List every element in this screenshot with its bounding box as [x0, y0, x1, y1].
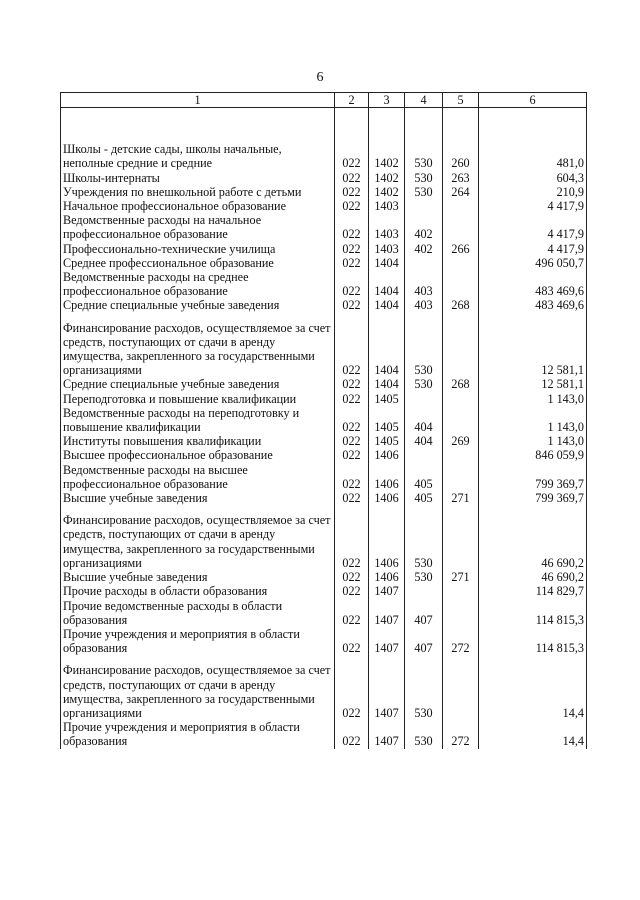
row-amount: 483 469,6 — [479, 270, 587, 298]
row-amount: 12 581,1 — [479, 313, 587, 378]
table-row — [61, 256, 587, 270]
row-code-2: 022 — [335, 270, 369, 298]
budget-table — [60, 92, 587, 749]
row-code-4: 407 — [405, 627, 443, 655]
row-amount: 4 417,9 — [479, 199, 587, 213]
row-code-2: 022 — [335, 406, 369, 434]
row-code-2: 022 — [335, 491, 369, 505]
row-amount: 46 690,2 — [479, 505, 587, 570]
table-row — [61, 406, 587, 434]
row-amount: 496 050,7 — [479, 256, 587, 270]
row-code-4: 402 — [405, 242, 443, 256]
row-code-5: 268 — [443, 377, 479, 391]
row-name: Прочие учреждения и мероприятия в области образования — [61, 720, 335, 748]
header-col-6: 6 — [479, 93, 587, 108]
table-row — [61, 599, 587, 627]
row-code-3: 1407 — [369, 599, 405, 627]
row-code-3: 1405 — [369, 406, 405, 434]
row-code-3: 1404 — [369, 377, 405, 391]
row-name: Школы - детские сады, школы начальные, неполные средние и средние — [61, 142, 335, 170]
row-code-2: 022 — [335, 599, 369, 627]
row-code-4: 405 — [405, 491, 443, 505]
row-code-3: 1403 — [369, 242, 405, 256]
row-code-2: 022 — [335, 313, 369, 378]
row-code-3: 1403 — [369, 199, 405, 213]
table-row — [61, 199, 587, 213]
table-row — [61, 185, 587, 199]
row-name: Прочие ведомственные расходы в области образования — [61, 599, 335, 627]
row-code-2: 022 — [335, 298, 369, 312]
row-code-4 — [405, 256, 443, 270]
row-code-5 — [443, 655, 479, 720]
row-code-3: 1405 — [369, 434, 405, 448]
table-row — [61, 491, 587, 505]
row-code-4: 530 — [405, 505, 443, 570]
row-code-2: 022 — [335, 213, 369, 241]
row-code-3: 1402 — [369, 171, 405, 185]
row-name: Ведомственные расходы на переподготовку и повышение квалификации — [61, 406, 335, 434]
row-code-2: 022 — [335, 171, 369, 185]
table-body — [61, 108, 587, 749]
row-code-4: 530 — [405, 185, 443, 199]
row-amount: 1 143,0 — [479, 406, 587, 434]
row-code-5 — [443, 463, 479, 491]
row-code-2: 022 — [335, 463, 369, 491]
table-row — [61, 570, 587, 584]
row-code-3: 1403 — [369, 213, 405, 241]
row-code-4: 407 — [405, 599, 443, 627]
row-code-5: 271 — [443, 491, 479, 505]
table-row — [61, 392, 587, 406]
row-code-5 — [443, 448, 479, 462]
row-code-4 — [405, 448, 443, 462]
row-code-5 — [443, 313, 479, 378]
row-amount: 799 369,7 — [479, 463, 587, 491]
row-code-5: 263 — [443, 171, 479, 185]
row-code-4: 530 — [405, 655, 443, 720]
row-name: Высшие учебные заведения — [61, 570, 335, 584]
row-code-4: 530 — [405, 142, 443, 170]
row-amount: 604,3 — [479, 171, 587, 185]
row-name: Финансирование расходов, осуществляемое за счет средств, поступающих от сдачи в аренду имущества, закрепленного за государственными организациями — [61, 313, 335, 378]
row-name: Финансирование расходов, осуществляемое за счет средств, поступающих от сдачи в аренду имущества, закрепленного за государственными организациями — [61, 655, 335, 720]
row-code-4: 404 — [405, 406, 443, 434]
row-code-3: 1406 — [369, 505, 405, 570]
row-amount: 1 143,0 — [479, 392, 587, 406]
row-code-5: 272 — [443, 627, 479, 655]
row-code-5 — [443, 584, 479, 598]
row-amount: 14,4 — [479, 720, 587, 748]
row-code-5: 266 — [443, 242, 479, 256]
row-name: Переподготовка и повышение квалификации — [61, 392, 335, 406]
row-name: Школы-интернаты — [61, 171, 335, 185]
row-code-4 — [405, 199, 443, 213]
row-name: Учреждения по внешкольной работе с детьми — [61, 185, 335, 199]
header-col-5: 5 — [443, 93, 479, 108]
row-amount: 4 417,9 — [479, 213, 587, 241]
row-code-3: 1406 — [369, 448, 405, 462]
row-amount: 1 143,0 — [479, 434, 587, 448]
row-code-5 — [443, 599, 479, 627]
table-row — [61, 171, 587, 185]
row-code-2: 022 — [335, 434, 369, 448]
row-code-5 — [443, 256, 479, 270]
row-code-4 — [405, 392, 443, 406]
row-code-2: 022 — [335, 142, 369, 170]
row-code-3: 1402 — [369, 142, 405, 170]
row-name: Среднее профессиональное образование — [61, 256, 335, 270]
row-amount: 114 815,3 — [479, 627, 587, 655]
row-code-5 — [443, 199, 479, 213]
row-code-2: 022 — [335, 377, 369, 391]
page-number: 6 — [316, 70, 324, 85]
row-code-4: 404 — [405, 434, 443, 448]
table-row — [61, 270, 587, 298]
row-code-2: 022 — [335, 185, 369, 199]
table-row — [61, 377, 587, 391]
row-code-4: 530 — [405, 313, 443, 378]
row-name: Ведомственные расходы на среднее профессиональное образование — [61, 270, 335, 298]
row-name: Профессионально-технические училища — [61, 242, 335, 256]
table-row — [61, 584, 587, 598]
row-code-5: 271 — [443, 570, 479, 584]
row-name: Начальное профессиональное образование — [61, 199, 335, 213]
row-amount: 46 690,2 — [479, 570, 587, 584]
row-code-4: 405 — [405, 463, 443, 491]
row-code-3: 1406 — [369, 491, 405, 505]
row-amount: 799 369,7 — [479, 491, 587, 505]
row-amount: 483 469,6 — [479, 298, 587, 312]
row-amount: 114 815,3 — [479, 599, 587, 627]
row-amount: 114 829,7 — [479, 584, 587, 598]
row-code-5 — [443, 270, 479, 298]
row-code-3: 1404 — [369, 270, 405, 298]
row-amount: 12 581,1 — [479, 377, 587, 391]
row-code-2: 022 — [335, 199, 369, 213]
row-code-2: 022 — [335, 505, 369, 570]
row-amount: 4 417,9 — [479, 242, 587, 256]
table-row — [61, 213, 587, 241]
table-row — [61, 242, 587, 256]
row-code-2: 022 — [335, 627, 369, 655]
row-code-3: 1404 — [369, 256, 405, 270]
row-code-2: 022 — [335, 655, 369, 720]
table-row — [61, 434, 587, 448]
table-row — [61, 313, 587, 378]
row-code-2: 022 — [335, 584, 369, 598]
row-name: Средние специальные учебные заведения — [61, 298, 335, 312]
row-name: Финансирование расходов, осуществляемое за счет средств, поступающих от сдачи в аренду имущества, закрепленного за государственными организациями — [61, 505, 335, 570]
table-row — [61, 505, 587, 570]
row-name: Прочие учреждения и мероприятия в области образования — [61, 627, 335, 655]
header-col-2: 2 — [335, 93, 369, 108]
row-code-4 — [405, 584, 443, 598]
row-code-3: 1404 — [369, 313, 405, 378]
row-code-2: 022 — [335, 392, 369, 406]
row-code-2: 022 — [335, 570, 369, 584]
row-name: Высшие учебные заведения — [61, 491, 335, 505]
row-code-5: 272 — [443, 720, 479, 748]
table-spacer-row — [61, 108, 587, 143]
row-code-4: 530 — [405, 377, 443, 391]
row-code-5: 269 — [443, 434, 479, 448]
table-row — [61, 720, 587, 748]
row-code-5 — [443, 406, 479, 434]
row-code-3: 1407 — [369, 627, 405, 655]
header-col-3: 3 — [369, 93, 405, 108]
header-col-1: 1 — [61, 93, 335, 108]
row-code-3: 1406 — [369, 463, 405, 491]
row-code-3: 1405 — [369, 392, 405, 406]
row-code-3: 1407 — [369, 720, 405, 748]
row-code-2: 022 — [335, 256, 369, 270]
row-name: Ведомственные расходы на начальное профессиональное образование — [61, 213, 335, 241]
row-code-4: 530 — [405, 570, 443, 584]
table-row — [61, 298, 587, 312]
row-name: Институты повышения квалификации — [61, 434, 335, 448]
row-name: Средние специальные учебные заведения — [61, 377, 335, 391]
row-code-4: 402 — [405, 213, 443, 241]
row-code-5 — [443, 392, 479, 406]
row-code-3: 1406 — [369, 570, 405, 584]
row-code-4: 403 — [405, 270, 443, 298]
row-code-3: 1407 — [369, 655, 405, 720]
row-code-3: 1404 — [369, 298, 405, 312]
table-row — [61, 463, 587, 491]
row-code-3: 1407 — [369, 584, 405, 598]
row-amount: 846 059,9 — [479, 448, 587, 462]
header-col-4: 4 — [405, 93, 443, 108]
table-row — [61, 627, 587, 655]
row-code-2: 022 — [335, 448, 369, 462]
row-amount: 210,9 — [479, 185, 587, 199]
row-code-4: 403 — [405, 298, 443, 312]
table-row — [61, 142, 587, 170]
row-code-5: 264 — [443, 185, 479, 199]
table-header-row — [61, 93, 587, 108]
row-amount: 14,4 — [479, 655, 587, 720]
row-name: Ведомственные расходы на высшее профессиональное образование — [61, 463, 335, 491]
row-amount: 481,0 — [479, 142, 587, 170]
row-code-2: 022 — [335, 242, 369, 256]
row-name: Высшее профессиональное образование — [61, 448, 335, 462]
table-row — [61, 655, 587, 720]
row-code-5 — [443, 505, 479, 570]
row-name: Прочие расходы в области образования — [61, 584, 335, 598]
row-code-3: 1402 — [369, 185, 405, 199]
row-code-4: 530 — [405, 171, 443, 185]
table-row — [61, 448, 587, 462]
row-code-2: 022 — [335, 720, 369, 748]
row-code-5: 260 — [443, 142, 479, 170]
row-code-5: 268 — [443, 298, 479, 312]
row-code-4: 530 — [405, 720, 443, 748]
row-code-5 — [443, 213, 479, 241]
